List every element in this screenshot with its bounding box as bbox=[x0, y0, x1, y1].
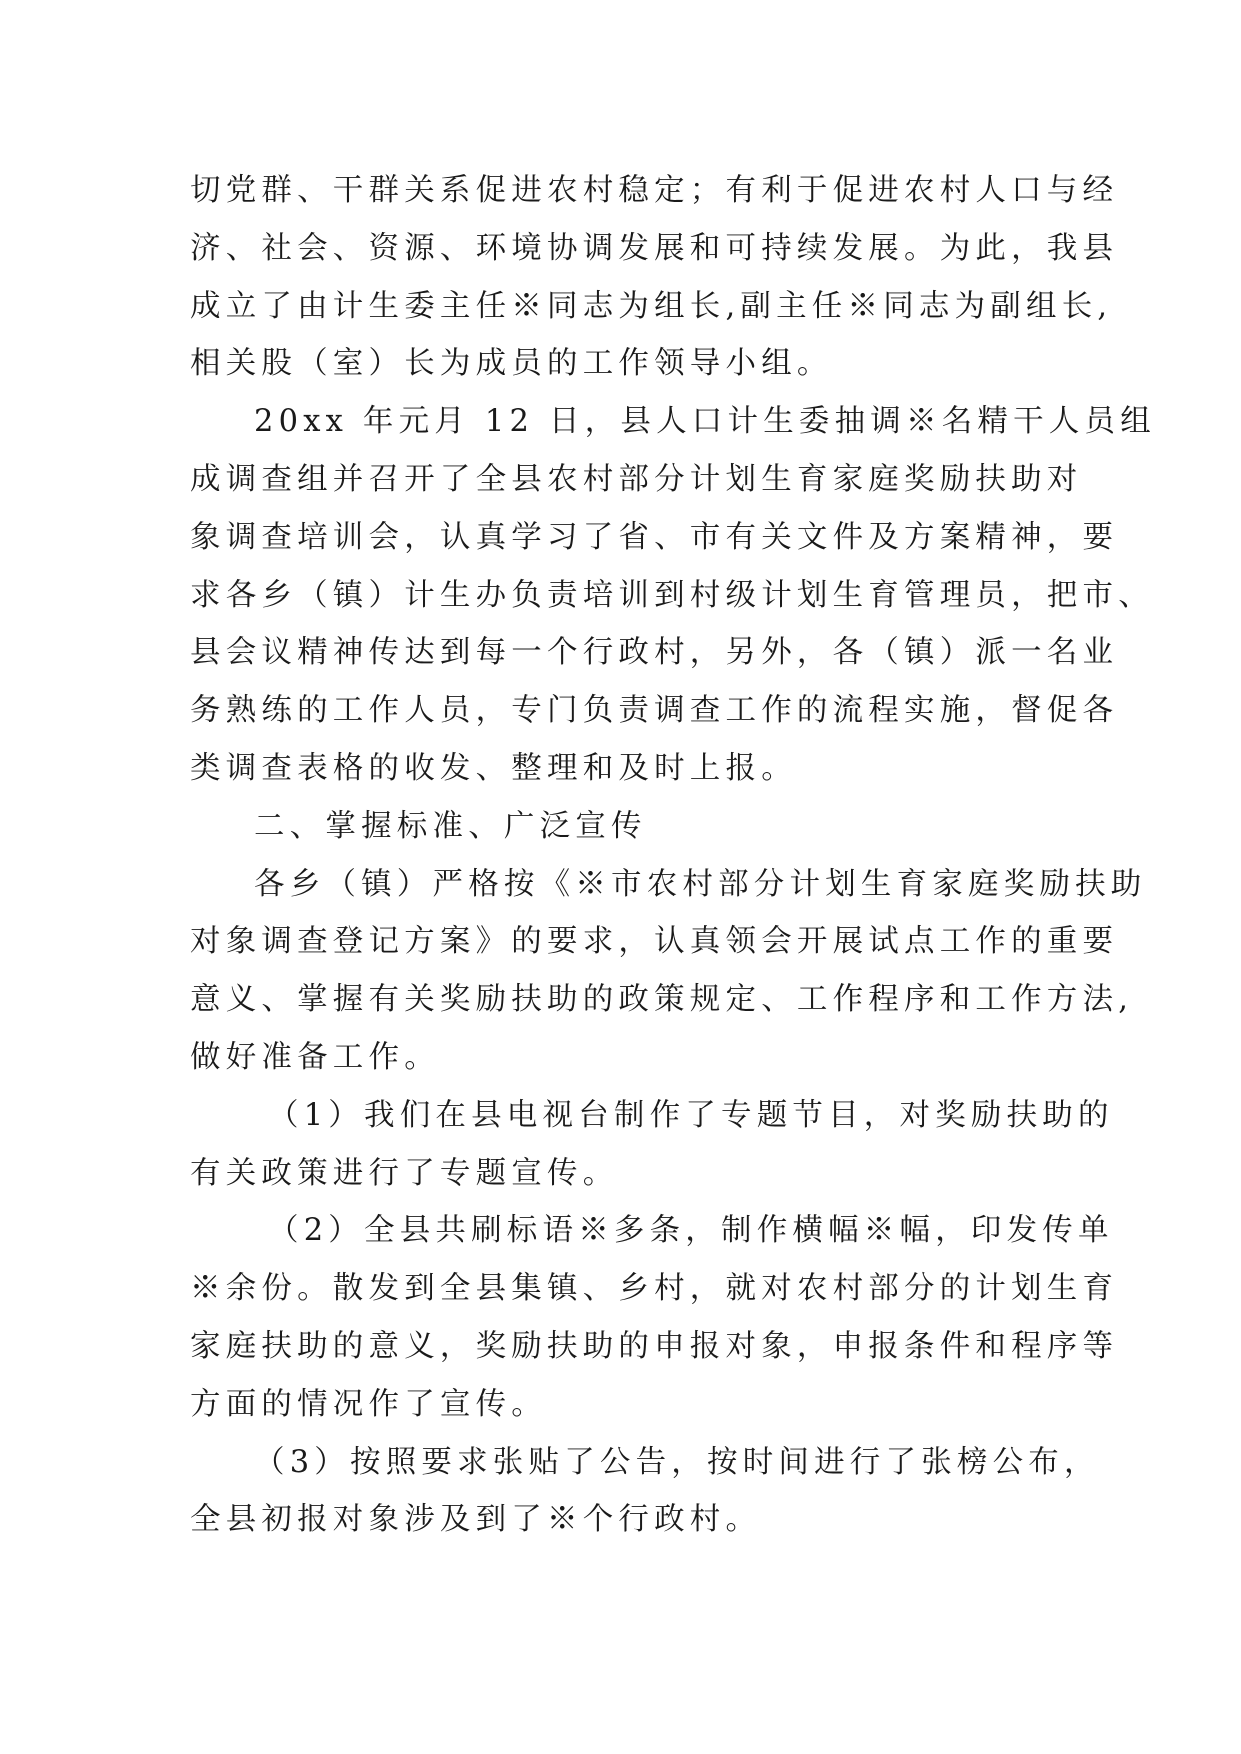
text-line: （2）全县共刷标语※多条，制作横幅※幅，印发传单 bbox=[268, 1213, 1114, 1249]
text-line: 全县初报对象涉及到了※个行政村。 bbox=[190, 1502, 762, 1538]
text-line: 20xx 年元月 12 日，县人口计生委抽调※名精干人员组 bbox=[254, 404, 1156, 440]
text-line: 县会议精神传达到每一个行政村，另外，各（镇）派一名业 bbox=[190, 635, 1119, 671]
paragraph-2 bbox=[190, 393, 1156, 798]
list-item-1 bbox=[190, 1087, 1114, 1203]
text-line: 有关政策进行了专题宣传。 bbox=[190, 1155, 619, 1191]
text-line: 成立了由计生委主任※同志为组长,副主任※同志为副组长, bbox=[190, 288, 1113, 324]
list-item-3 bbox=[190, 1434, 1100, 1550]
text-line: 意义、掌握有关奖励扶助的政策规定、工作程序和工作方法, bbox=[190, 982, 1134, 1018]
section-heading-text: 二、掌握标准、广泛宣传 bbox=[254, 808, 647, 844]
text-line: 做好准备工作。 bbox=[190, 1039, 440, 1075]
text-line: 成调查组并召开了全县农村部分计划生育家庭奖励扶助对 bbox=[190, 461, 1083, 497]
document-body bbox=[190, 162, 1156, 1549]
list-item-2 bbox=[190, 1202, 1119, 1433]
paragraph-3 bbox=[190, 856, 1147, 1087]
text-line: 类调查表格的收发、整理和及时上报。 bbox=[190, 750, 797, 786]
section-heading bbox=[190, 798, 1090, 856]
text-line: 求各乡（镇）计生办负责培训到村级计划生育管理员，把市、 bbox=[190, 577, 1154, 613]
text-line: （3）按照要求张贴了公告，按时间进行了张榜公布， bbox=[254, 1444, 1100, 1480]
text-line: ※余份。散发到全县集镇、乡村，就对农村部分的计划生育 bbox=[190, 1271, 1119, 1307]
text-line: 济、社会、资源、环境协调发展和可持续发展。为此，我县 bbox=[190, 230, 1119, 266]
text-line: 家庭扶助的意义，奖励扶助的申报对象，申报条件和程序等 bbox=[190, 1328, 1119, 1364]
text-line: 方面的情况作了宣传。 bbox=[190, 1386, 547, 1422]
text-line: 切党群、干群关系促进农村稳定；有利于促进农村人口与经 bbox=[190, 173, 1119, 208]
text-line: 务熟练的工作人员，专门负责调查工作的流程实施，督促各 bbox=[190, 693, 1119, 729]
text-line: 各乡（镇）严格按《※市农村部分计划生育家庭奖励扶助 bbox=[254, 866, 1147, 902]
paragraph-1 bbox=[190, 162, 1119, 393]
text-line: 象调查培训会，认真学习了省、市有关文件及方案精神，要 bbox=[190, 519, 1119, 555]
text-line: 对象调查登记方案》的要求，认真领会开展试点工作的重要 bbox=[190, 924, 1119, 960]
text-line: 相关股（室）长为成员的工作领导小组。 bbox=[190, 346, 833, 382]
text-line: （1）我们在县电视台制作了专题节目，对奖励扶助的 bbox=[268, 1097, 1114, 1133]
